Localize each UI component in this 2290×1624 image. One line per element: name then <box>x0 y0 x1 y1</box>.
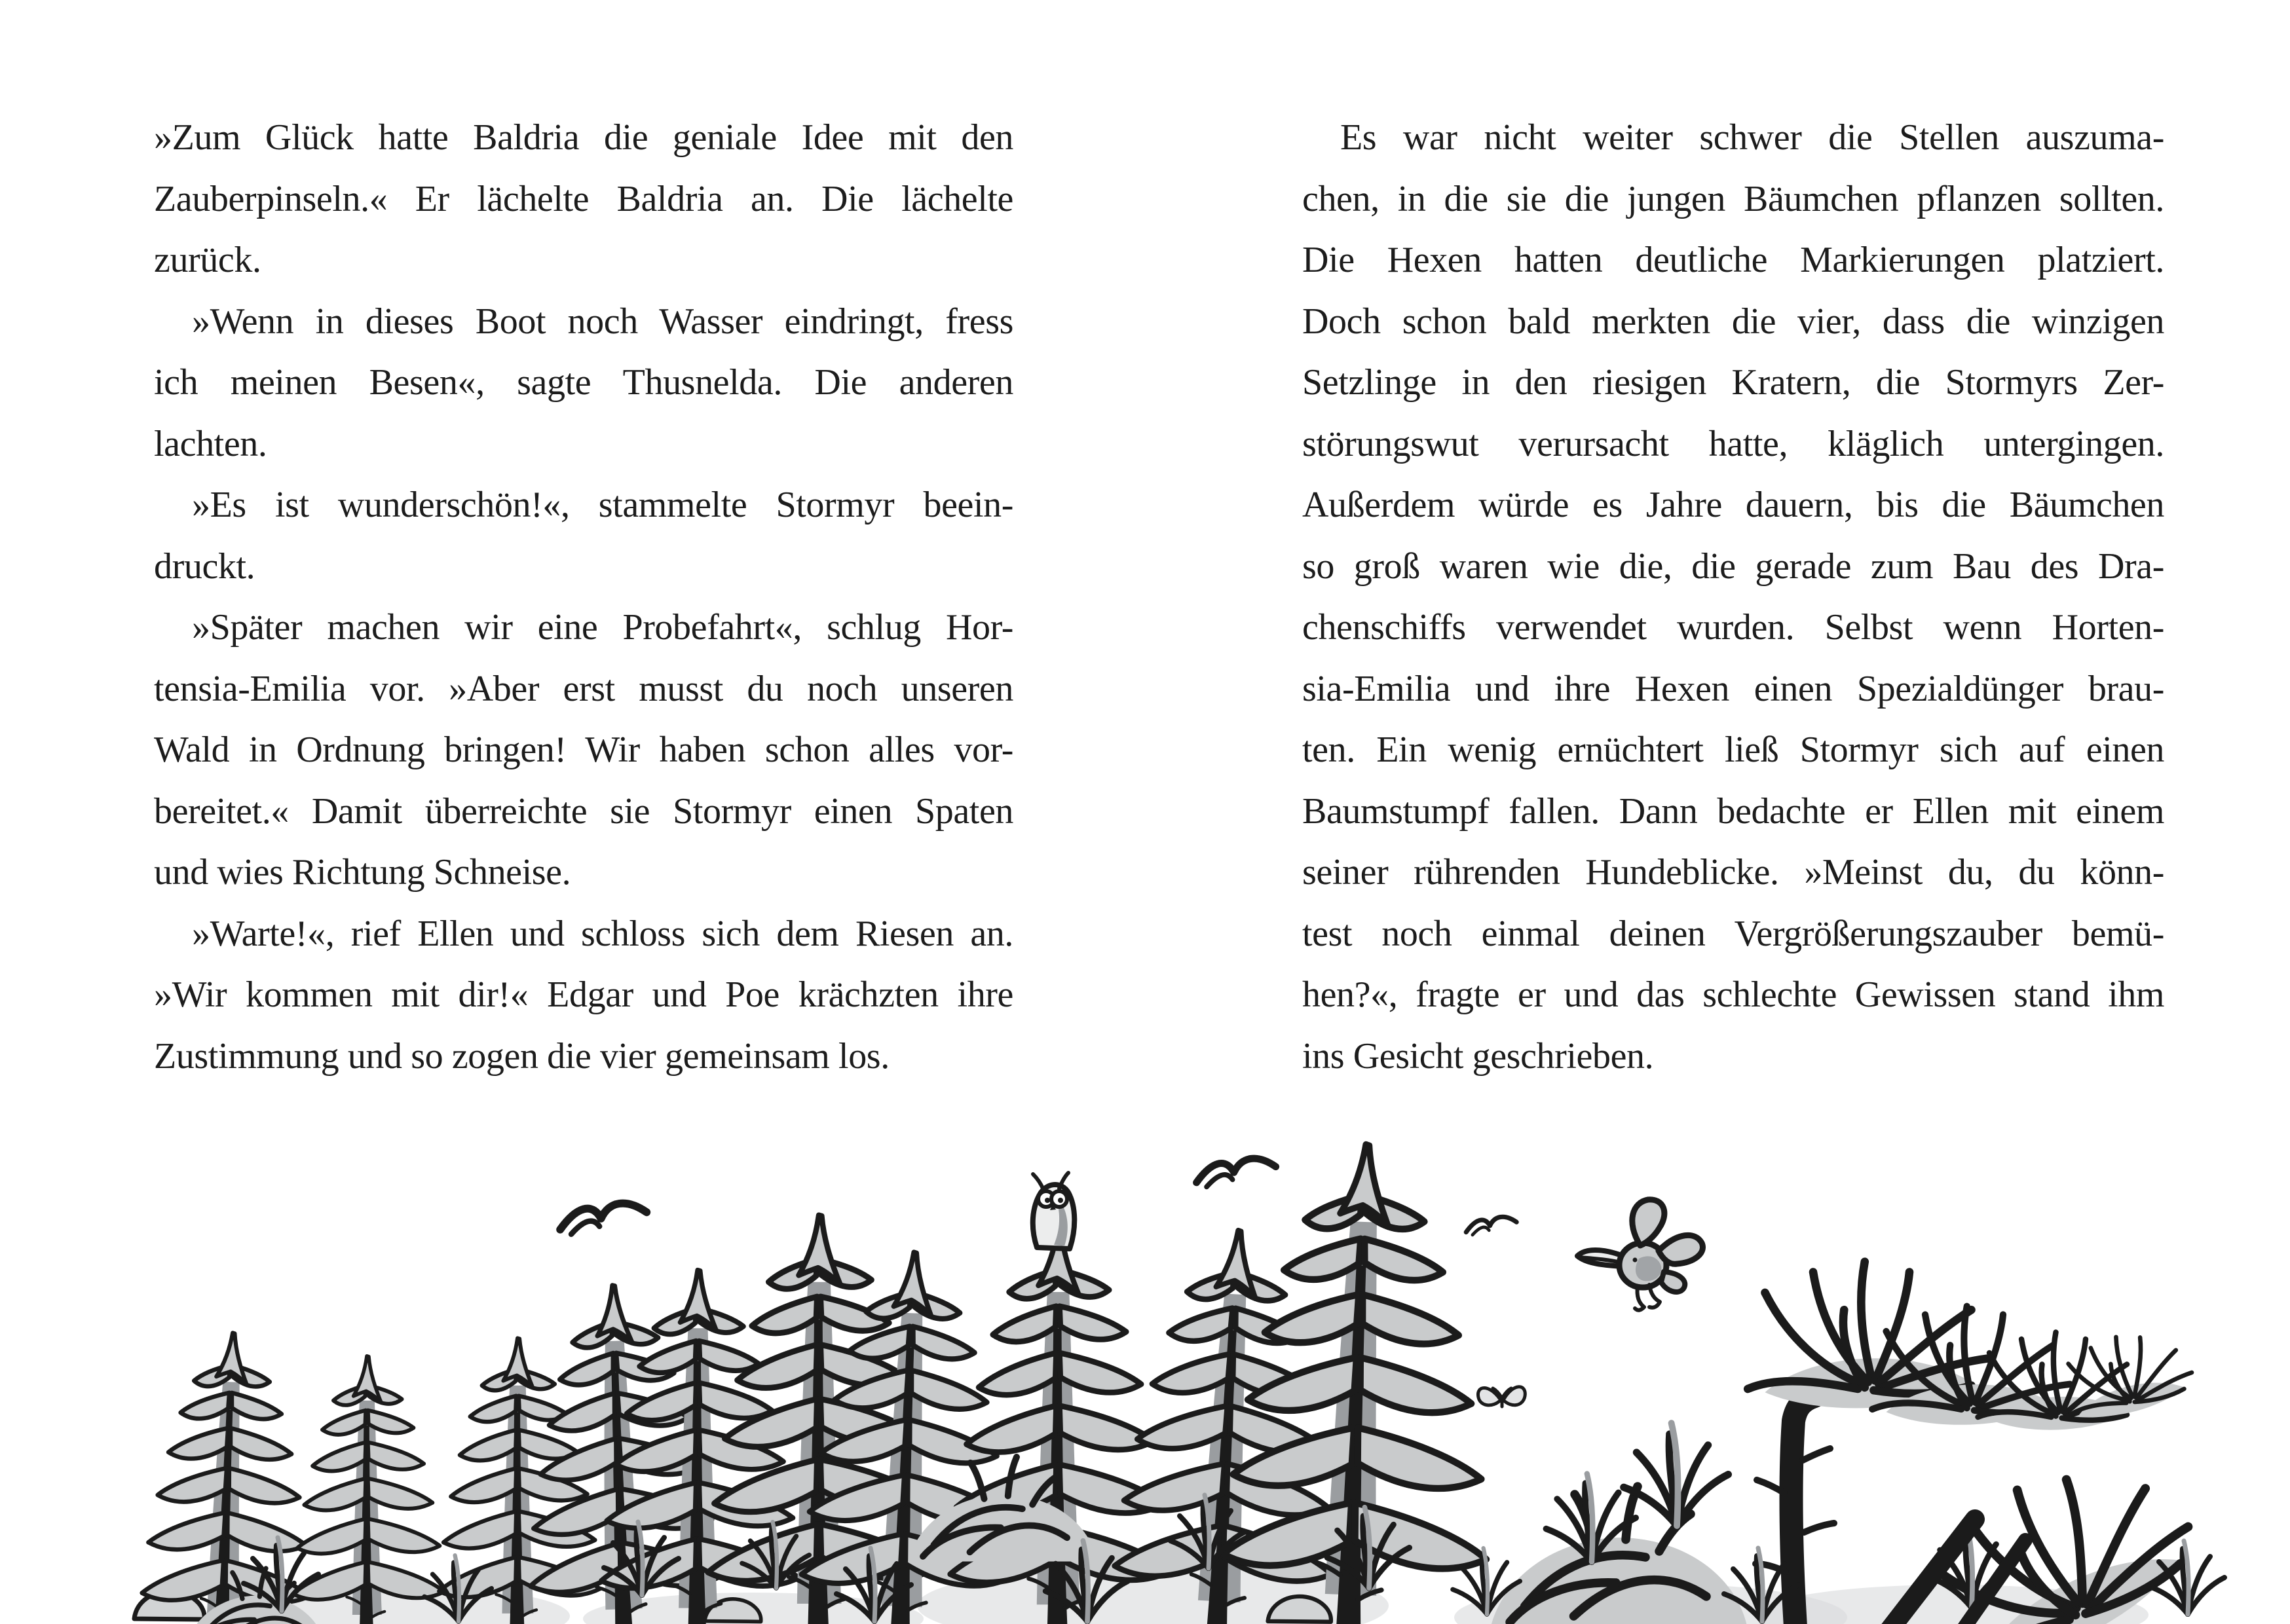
text-line: »Wir kommen mit dir!« Edgar und Poe krächzten ihre <box>154 974 1013 1015</box>
owl-icon <box>1033 1173 1075 1249</box>
text-line: Baumstumpf fallen. Dann bedachte er Ellen mit einem <box>1302 790 2164 832</box>
text-line: »Es ist wunderschön!«, stammelte Stormyr beein- <box>192 485 1013 525</box>
text-line: störungswut verursacht hatte, kläglich untergingen. <box>1302 423 2164 464</box>
text-line: Wald in Ordnung bringen! Wir haben schon alles vor- <box>154 729 1013 770</box>
left-text-column <box>154 107 1013 1087</box>
text-line: und wies Richtung Schneise. <box>154 852 571 893</box>
text-line: ten. Ein wenig ernüchtert ließ Stormyr sich auf einen <box>1302 729 2164 770</box>
text-line: »Wenn in dieses Boot noch Wasser eindringt, fress <box>192 301 1013 342</box>
text-line: Die Hexen hatten deutliche Markierungen platziert. <box>1302 240 2164 280</box>
text-line: lachten. <box>154 423 267 464</box>
text-line: »Zum Glück hatte Baldria die geniale Idee mit den <box>154 117 1013 158</box>
text-line: druckt. <box>154 545 255 587</box>
fir-tree <box>293 1356 444 1624</box>
text-line: Außerdem würde es Jahre dauern, bis die Bäumchen <box>1302 485 2164 525</box>
right-text-column <box>1302 107 2164 1087</box>
text-line: seiner rührenden Hundeblicke. »Meinst du, du könn- <box>1302 852 2164 893</box>
text-line: Doch schon bald merkten die vier, dass die winzigen <box>1302 301 2164 342</box>
text-line: Es war nicht weiter schwer die Stellen auszuma- <box>1340 117 2164 158</box>
text-line: Setzlinge in den riesigen Kratern, die Stormyrs Zer- <box>1302 362 2164 403</box>
text-line: sia-Emilia und ihre Hexen einen Spezialdünger brau- <box>1302 668 2164 709</box>
bush <box>1490 1486 1748 1624</box>
flying-bird-icon <box>1577 1200 1702 1310</box>
bird-icon <box>560 1204 647 1234</box>
text-line: bereitet.« Damit überreichte sie Stormyr einen Spaten <box>154 790 1013 832</box>
text-line: »Warte!«, rief Ellen und schloss sich dem Riesen an. <box>192 913 1013 954</box>
text-line: Zustimmung und so zogen die vier gemeinsam los. <box>154 1035 890 1077</box>
fir-tree <box>1111 1225 1349 1624</box>
text-line: Zauberpinseln.« Er lächelte Baldria an. Die lächelte <box>154 178 1013 219</box>
grass-tuft <box>1624 1423 1729 1526</box>
text-line: tensia-Emilia vor. »Aber erst musst du noch unseren <box>154 668 1013 709</box>
bird-icon <box>1466 1217 1516 1235</box>
butterfly-icon <box>1478 1387 1525 1407</box>
text-line: hen?«, fragte er und das schlechte Gewissen stand ihm <box>1302 974 2164 1015</box>
text-line: so groß waren wie die, die gerade zum Bau des Dra- <box>1302 545 2164 587</box>
bird-icon <box>1197 1158 1276 1187</box>
text-line: zurück. <box>154 240 261 280</box>
text-line: chenschiffs verwendet wurden. Selbst wenn Horten- <box>1302 607 2164 648</box>
text-line: test noch einmal deinen Vergrößerungszauber bemü- <box>1302 913 2164 954</box>
text-line: »Später machen wir eine Probefahrt«, schlug Hor- <box>192 607 1013 648</box>
text-line: ins Gesicht geschrieben. <box>1302 1035 1654 1077</box>
text-line: chen, in die sie die jungen Bäumchen pflanzen sollten. <box>1302 178 2164 219</box>
forest-illustration <box>0 1139 2290 1624</box>
text-line: ich meinen Besen«, sagte Thusnelda. Die anderen <box>154 362 1013 403</box>
